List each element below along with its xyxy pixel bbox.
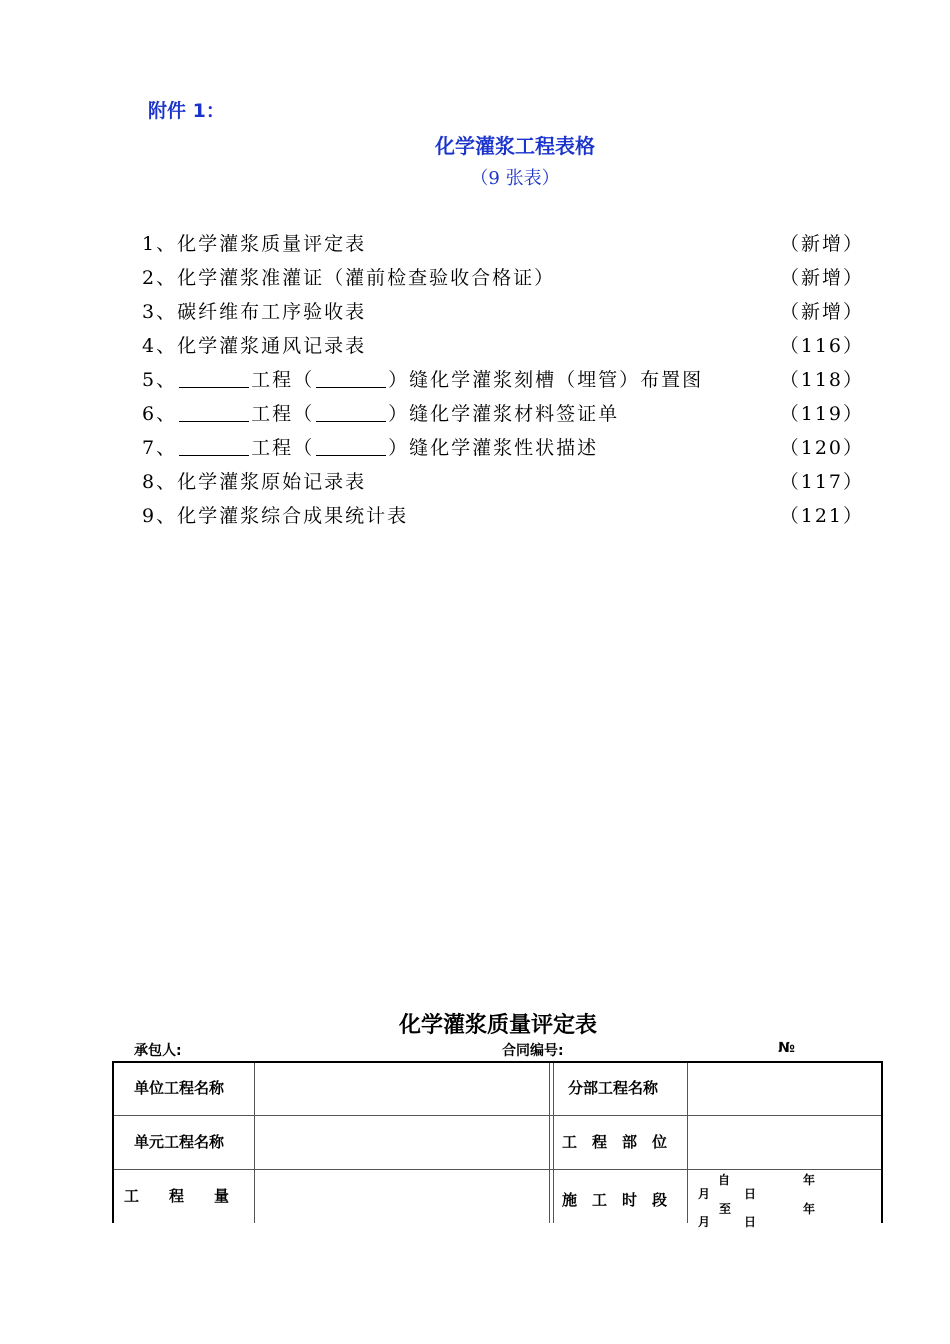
toc-item-prefix: 7、: [142, 437, 178, 459]
toc-item-6: [142, 399, 864, 433]
toc-item-label: 9、化学灌浆综合成果统计表: [142, 505, 409, 527]
blank-line: [179, 409, 249, 422]
toc-item-prefix: 5、: [142, 369, 178, 391]
toc-item-page: （119）: [779, 403, 864, 425]
toc-item-label: 8、化学灌浆原始记录表: [142, 471, 367, 493]
toc-item-page: （新增）: [779, 267, 864, 289]
quantity-label: 工 程 量: [124, 1187, 230, 1205]
period-day-2: 日: [744, 1215, 757, 1229]
attachment-label: 附件 1：: [148, 100, 225, 122]
toc-item-label: 2、化学灌浆准灌证（灌前检查验收合格证）: [142, 267, 556, 289]
toc-item-page: （116）: [779, 335, 864, 357]
element-project-label: 单元工程名称: [134, 1133, 225, 1151]
column-divider: [549, 1063, 550, 1223]
period-day-1: 日: [744, 1187, 757, 1201]
toc-item-mid: 工程（: [251, 437, 315, 459]
toc-item-9: [142, 501, 864, 535]
toc-item-label: [142, 433, 598, 460]
toc-item-page: （117）: [779, 471, 864, 493]
sub-project-field[interactable]: [688, 1063, 883, 1115]
page-subtitle: （9 张表）: [470, 168, 560, 189]
toc-item-5: [142, 365, 864, 399]
toc-item-label: 1、化学灌浆质量评定表: [142, 233, 367, 255]
blank-line: [316, 443, 386, 456]
toc-item-suffix: ）缝化学灌浆性状描述: [388, 437, 599, 459]
toc-item-3: [142, 297, 864, 331]
location-label: 工 程 部 位: [562, 1133, 668, 1151]
unit-project-label: 单位工程名称: [134, 1079, 225, 1097]
period-month-1: 月: [698, 1187, 711, 1201]
period-year-1: 年: [803, 1173, 816, 1187]
toc-item-page: （118）: [779, 369, 864, 391]
toc-item-mid: 工程（: [251, 403, 315, 425]
form-number-label: №: [778, 1040, 795, 1056]
page-title: 化学灌浆工程表格: [435, 134, 595, 158]
toc-item-page: （新增）: [779, 301, 864, 323]
toc-item-page: （新增）: [779, 233, 864, 255]
toc-item-mid: 工程（: [251, 369, 315, 391]
period-from: 自: [718, 1173, 731, 1187]
blank-line: [179, 375, 249, 388]
toc-item-4: [142, 331, 864, 365]
toc-item-2: [142, 263, 864, 297]
toc-item-page: （120）: [779, 437, 864, 459]
location-field[interactable]: [688, 1116, 883, 1169]
period-month-2: 月: [698, 1215, 711, 1229]
period-label: 施 工 时 段: [562, 1191, 668, 1209]
toc-item-suffix: ）缝化学灌浆刻槽（埋管）布置图: [388, 369, 704, 391]
toc-item-7: [142, 433, 864, 467]
period-to: 至: [719, 1202, 732, 1216]
toc-item-suffix: ）缝化学灌浆材料签证单: [388, 403, 620, 425]
contract-number-label: 合同编号:: [502, 1043, 564, 1059]
table-of-contents: [142, 229, 864, 535]
blank-line: [179, 443, 249, 456]
evaluation-table: [112, 1061, 883, 1229]
toc-item-prefix: 6、: [142, 403, 178, 425]
blank-line: [316, 409, 386, 422]
element-project-field[interactable]: [255, 1116, 549, 1169]
sub-project-label: 分部工程名称: [568, 1079, 659, 1097]
period-year-2: 年: [803, 1202, 816, 1216]
contractor-label: 承包人:: [134, 1043, 182, 1059]
blank-line: [316, 375, 386, 388]
unit-project-field[interactable]: [255, 1063, 549, 1115]
toc-item-label: 3、碳纤维布工序验收表: [142, 301, 367, 323]
toc-item-1: [142, 229, 864, 263]
toc-item-label: [142, 399, 619, 426]
toc-item-label: 4、化学灌浆通风记录表: [142, 335, 367, 357]
toc-item-label: [142, 365, 703, 392]
quantity-field[interactable]: [255, 1170, 549, 1225]
toc-item-8: [142, 467, 864, 501]
column-divider: [553, 1063, 554, 1223]
toc-item-page: （121）: [779, 505, 864, 527]
form-title: 化学灌浆质量评定表: [398, 1012, 597, 1038]
